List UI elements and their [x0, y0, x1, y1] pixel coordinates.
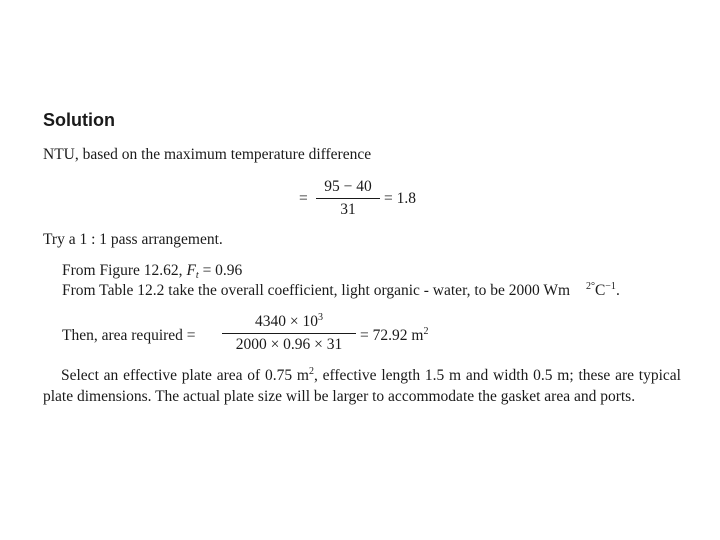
correction-factor-symbol: F: [186, 262, 196, 279]
pass-arrangement-text: Try a 1 : 1 pass arrangement.: [43, 231, 223, 248]
area-numerator-text: 4340 × 10: [255, 313, 318, 330]
area-result-sup: 2: [423, 326, 429, 337]
area-fraction-bar: [222, 333, 356, 334]
ntu-fraction-bar: [316, 198, 380, 199]
area-numerator: [222, 313, 356, 331]
plate-paragraph-part1: Select an effective plate area of 0.75 m: [61, 367, 309, 384]
table-line-end: .: [615, 282, 620, 299]
ntu-result: = 1.8: [384, 190, 416, 207]
ntu-numerator: 95 − 40: [324, 178, 372, 195]
table-line-unit: C: [594, 282, 606, 299]
area-result: [360, 326, 428, 346]
table-line-sup: 2°: [585, 281, 595, 292]
solution-heading: Solution: [43, 110, 115, 130]
ntu-fraction: [316, 178, 380, 219]
table-line-text: From Table 12.2 take the overall coefficient, light organic - water, to be 2000 Wm: [62, 282, 571, 299]
correction-factor-value: = 0.96: [202, 262, 243, 279]
ntu-intro-text: NTU, based on the maximum temperature difference: [43, 146, 372, 163]
ntu-equals: =: [299, 190, 308, 207]
table-line-unit-sup: −1: [605, 281, 616, 292]
plate-dimensions-paragraph: [43, 366, 681, 407]
area-prefix: Then, area required =: [62, 327, 196, 344]
area-fraction: [222, 313, 356, 354]
plate-paragraph-part2: , effective length 1.5 m and width 0.5 m; these are typical plate dimensions. The actual plate size will be larger to accommodate the gasket area and ports.: [43, 367, 681, 405]
table-line: [62, 281, 620, 301]
plate-paragraph-sup: 2: [308, 366, 314, 377]
area-denominator: 2000 × 0.96 × 31: [235, 336, 343, 353]
area-numerator-sup: 3: [318, 312, 323, 323]
correction-factor-subscript: t: [195, 270, 199, 281]
ntu-denominator: 31: [340, 201, 356, 218]
area-result-text: = 72.92 m: [360, 327, 424, 344]
figure-prefix: From Figure 12.62,: [62, 262, 183, 279]
figure-line: [62, 261, 242, 281]
